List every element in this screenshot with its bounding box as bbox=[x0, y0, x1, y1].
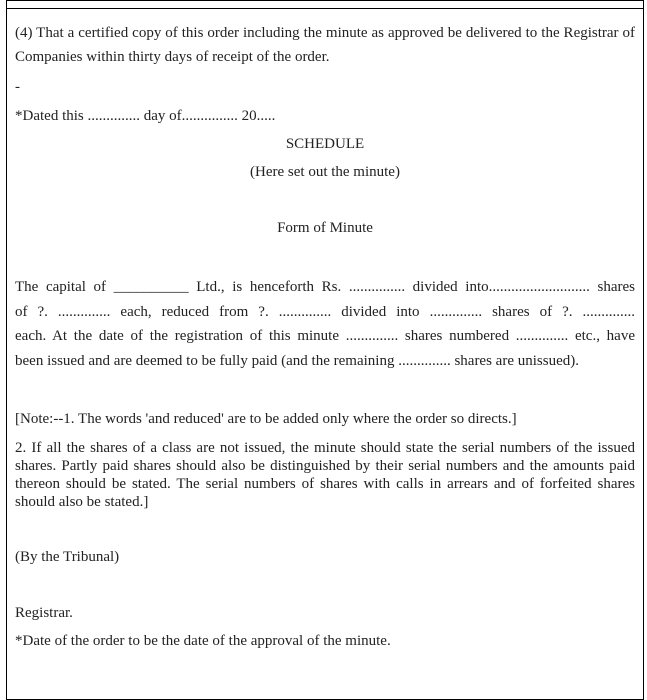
dash-marker: - bbox=[15, 79, 20, 95]
form-of-minute-heading: Form of Minute bbox=[277, 220, 373, 236]
by-tribunal: (By the Tribunal) bbox=[15, 549, 120, 565]
registrar-signature: Registrar. bbox=[15, 605, 73, 621]
paragraph-4: (4) That a certified copy of this order including the minute as approved be delivered to the Registrar of Companies within thirty days of receipt of the order. bbox=[15, 25, 635, 65]
capital-paragraph bbox=[15, 276, 635, 373]
capital-line: The capital of __________ Ltd., is henceforth Rs. ............... divided into........................... shares bbox=[15, 279, 635, 295]
capital-line: been issued and are deemed to be fully paid (and the remaining .............. shares are unissued). bbox=[15, 352, 579, 369]
capital-line: each. At the date of the registration of this minute .............. shares numbered .............. etc., have bbox=[15, 328, 635, 344]
note-1: [Note:--1. The words 'and reduced' are to be added only where the order so directs.] bbox=[15, 411, 517, 427]
schedule-subheading: (Here set out the minute) bbox=[250, 164, 400, 180]
schedule-heading: SCHEDULE bbox=[285, 136, 365, 152]
document-page bbox=[6, 0, 644, 700]
capital-line: of ?. .............. each, reduced from ?. .............. divided into .............. shares of ?. .............. bbox=[15, 303, 635, 320]
dated-line: *Dated this .............. day of............... 20..... bbox=[15, 108, 276, 124]
note-2: 2. If all the shares of a class are not issued, the minute should state the serial numbers of the issued shares. Partly paid shares should also be distinguished by their serial numbers and the amounts paid thereon should be stated. The serial numbers of shares with calls in arrears and of forfeited shares should also be stated.] bbox=[15, 440, 635, 510]
footnote: *Date of the order to be the date of the approval of the minute. bbox=[15, 633, 391, 649]
top-border bbox=[7, 8, 643, 9]
